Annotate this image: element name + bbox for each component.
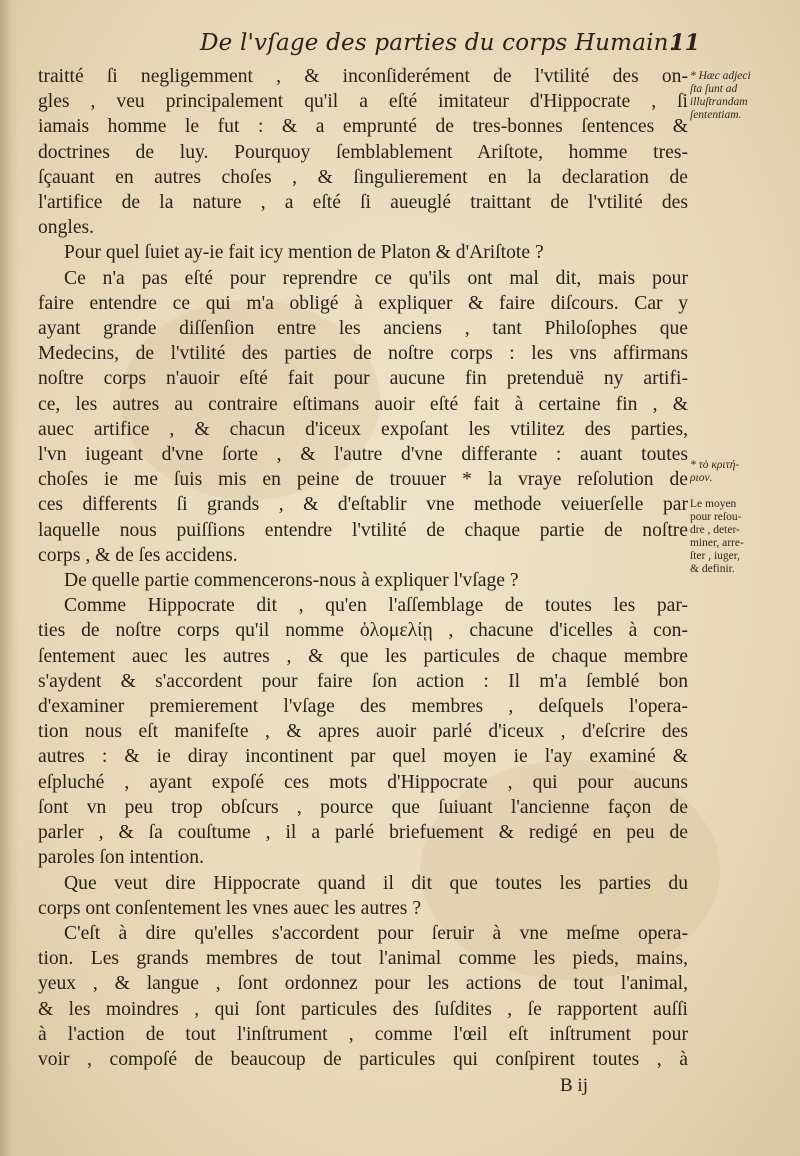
margin-note-line: dre , deter- [690,524,740,536]
text-line: autres : & ie diray incontinent par quel moyen ie l'ay examiné & [38,746,688,768]
margin-note-line: Le moyen [690,498,737,510]
margin-note-line: & definir. [690,563,735,575]
text-line: auec artifice , & chacun d'iceux expoſant les vtilitez des parties, [38,418,688,440]
text-line: tion nous eſt manifeſte , & apres auoir parlé d'iceux , d'eſcrire des [38,721,688,743]
binding-gutter [0,0,18,1156]
text-line: ſont vn peu trop obſcurs , pource que ſuiuant l'ancienne façon de [38,796,688,818]
text-line: laquelle nous puiſſions entendre l'vtilité de chaque partie de noſtre [38,519,688,541]
margin-note-latin [690,70,796,122]
text-line: l'artifice de la nature , a eſté ſi aueuglé traittant de l'vtilité des [38,192,688,214]
text-line: corps , & de ſes accidens. [38,544,238,566]
text-line: doctrines de luy. Pourquoy ſemblablement Ariſtote, homme tres- [38,141,688,163]
margin-note-greek [690,459,796,485]
text-line: tion. Les grands membres de tout l'animal comme les pieds, mains, [38,948,688,970]
margin-note-line: * τὸ κριτή- [690,459,740,471]
text-line: C'eſt à dire qu'elles s'accordent pour ſeruir à vne meſme opera- [64,922,688,944]
margin-note-line: ſententiam. [690,109,742,121]
margin-note-line: pour reſou- [690,511,742,523]
text-line: ayant grande diſſenſion entre les anciens , tant Philoſophes que [38,318,688,340]
text-line: d'examiner premierement l'vſage des membres , deſquels l'opera- [38,696,688,718]
margin-note-line: illuſtrandam [690,96,748,108]
text-line: ongles. [38,217,95,239]
text-line: Comme Hippocrate dit , qu'en l'aſſemblage de toutes les par- [64,595,688,617]
margin-note-line: ſta ſunt ad [690,83,738,95]
text-line: voir , compoſé de beaucoup de particules qui conſpirent toutes , à [38,1048,688,1070]
signature-mark: B ij [560,1075,588,1096]
text-line: ce, les autres au contraire eſtimans auoir eſté fait à certaine fin , & [38,393,688,415]
page-number: 11 [669,30,700,56]
text-line: & les moindres , qui ſont particules des ſuſdites , ſe rapportent auſſi [38,998,688,1020]
text-line: ſçauant en autres choſes , & ſingulierement en la declaration de [38,166,688,188]
text-line: choſes ie me ſuis mis en peine de trouuer * la vraye reſolution de [38,469,688,491]
text-line: paroles ſon intention. [38,847,204,869]
text-line: traitté ſi negligemment , & inconſiderément de l'vtilité des on- [38,66,688,87]
text-line: Pour quel ſuiet ay-ie fait icy mention de Platon & d'Ariſtote ? [64,242,544,264]
text-line: eſpluché , ayant expoſé ces mots d'Hippocrate , qui pour aucuns [38,771,688,793]
margin-note-line: ριον. [690,472,713,484]
running-title: De l'vſage des parties du corps Humain. [200,30,677,56]
text-line: corps ont conſentement les vnes auec les autres ? [38,897,422,919]
margin-note-moyen [690,498,796,576]
text-line: Medecins, de l'vtilité des parties de noſtre corps : les vns affirmans [38,343,688,365]
text-line: Ce n'a pas eſté pour reprendre ce qu'ils ont mal dit, mais pour [64,267,688,289]
text-line: l'vn iugeant d'vne ſorte , & l'autre d'vne differante : auant toutes [38,444,688,466]
text-line: s'aydent & s'accordent pour faire ſon action : Il m'a ſemblé bon [38,670,688,692]
text-line: parler , & ſa couſtume , il a parlé briefuement & redigé en peu de [38,822,688,844]
margin-note-line: ſter , iuger, [690,550,740,562]
text-line: gles , veu principalement qu'il a eſté imitateur d'Hippocrate , ſi [38,91,688,113]
main-text-block [38,64,688,1072]
text-line: Que veut dire Hippocrate quand il dit que toutes les parties du [64,872,688,894]
text-line: à l'action de tout l'inſtrument , comme l'œil eſt inſtrument pour [38,1023,688,1045]
text-line: De quelle partie commencerons-nous à expliquer l'vſage ? [64,570,519,592]
text-line: ſentement auec les autres , & que les particules de chaque membre [38,645,688,667]
margin-note-line: miner, arre- [690,537,744,549]
text-line: noſtre corps n'auoir eſté fait pour aucune fin pretenduë ny artifi- [38,368,688,390]
text-line: ces differents ſi grands , & d'eſtablir vne methode veiuerſelle par [38,494,688,516]
text-line: ties de noſtre corps qu'il nomme ὁλομελίῃ , chacune d'icelles à con- [38,620,688,642]
margin-note-line: * Hæc adjeci [690,70,751,82]
text-line: faire entendre ce qui m'a obligé à expliquer & faire diſcours. Car y [38,292,688,314]
text-line: yeux , & langue , ſont ordonnez pour les actions de tout l'animal, [38,973,688,995]
text-line: iamais homme le fut : & a emprunté de tres-bonnes ſentences & [38,116,688,138]
